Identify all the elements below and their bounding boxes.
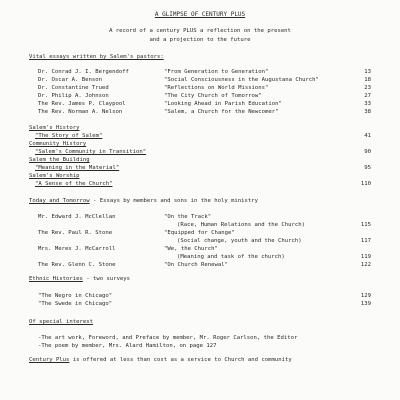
essay-title: "The City Church of Tomorrow" [164, 93, 262, 99]
essay-title: "Salem, a Church for the Newcomer" [164, 109, 279, 115]
ethnic-heading [29, 277, 130, 283]
footer-highlight: Century Plus [29, 357, 70, 363]
essay-title: "Social Consciousness in the Augustana Church" [164, 77, 319, 83]
member-essay-subtitle: (Social change, youth and the Church) [177, 238, 302, 244]
history-title: "The Story of Salem" [35, 133, 103, 139]
subtitle-line: and a projection to the future [149, 37, 251, 43]
essay-page: 13 [364, 69, 371, 75]
document-title: A GLIMPSE OF CENTURY PLUS [154, 11, 246, 18]
essay-author: The Rev. Norman A. Nelson [38, 109, 123, 115]
essay-page: 18 [364, 77, 371, 83]
special-line: -The poem by member, Mrs. Alard Hamilton, on page 127 [38, 343, 217, 349]
special-line: -The art work, Foreword, and Preface by member, Mr. Roger Carlson, the Editor [38, 335, 298, 341]
member-author: The Rev. Glenn C. Stone [38, 262, 116, 268]
ethnic-page: 129 [360, 293, 371, 299]
history-page: 41 [364, 133, 371, 139]
ethnic-heading-desc: - two surveys [82, 276, 131, 282]
vital-essays-heading: Vital essays written by Salem's pastors: [29, 54, 164, 60]
member-essay-title: "We, the Church" [164, 246, 218, 252]
member-author: Mr. Edward J. McClellan [38, 214, 116, 220]
history-page: 110 [360, 181, 371, 187]
essay-title: "Reflections on World Missions" [164, 85, 269, 91]
today-heading-label: Today and Tomorrow [29, 198, 90, 204]
member-author: Mrs. Meres J. McCarroll [38, 246, 116, 252]
essay-title: "Looking Ahead in Parish Education" [164, 101, 282, 107]
member-essay-page: 122 [360, 262, 371, 268]
ethnic-page: 139 [360, 301, 371, 307]
essay-page: 38 [364, 109, 371, 115]
member-essay-page: 117 [360, 238, 371, 244]
essay-author: Dr. Oscar A. Benson [38, 77, 102, 83]
history-title: "Meaning in the Material" [35, 165, 120, 171]
member-essay-title: "Equipped for Change" [164, 230, 235, 236]
essay-title: "From Generation to Generation" [164, 69, 269, 75]
document-subtitle [0, 27, 400, 45]
history-heading: Salem's Worship [29, 173, 80, 179]
history-page: 90 [364, 149, 371, 155]
member-essay-title: "On the Track" [164, 214, 212, 220]
history-heading: Community History [29, 141, 87, 147]
history-page: 95 [364, 165, 371, 171]
ethnic-title: "The Negro in Chicago" [38, 293, 113, 299]
essay-author: Dr. Conrad J. I. Bergendoff [38, 69, 129, 75]
history-title: "A Sense of the Church" [35, 181, 113, 187]
ethnic-heading-label: Ethnic Histories [29, 276, 83, 282]
subtitle-line: A record of a century PLUS a reflection on the present [109, 28, 291, 34]
today-heading [29, 199, 258, 205]
essay-page: 27 [364, 93, 371, 99]
special-heading: Of special interest [29, 319, 93, 325]
member-essay-title: "On Church Renewal" [164, 262, 228, 268]
essay-page: 23 [364, 85, 371, 91]
footer-text: is offered at less than cost as a service to Church and community [69, 357, 292, 363]
essay-author: The Rev. James P. Claypool [38, 101, 126, 107]
history-heading: Salem's History [29, 125, 80, 131]
ethnic-title: "The Swede in Chicago" [38, 301, 113, 307]
member-essay-page: 115 [360, 222, 371, 228]
member-author: The Rev. Paul R. Stone [38, 230, 113, 236]
essay-author: Dr. Constantine Trued [38, 85, 109, 91]
history-title: "Salem's Community in Transition" [35, 149, 147, 155]
member-essay-page: 119 [360, 254, 371, 260]
today-heading-desc: - Essays by members and sons in the holy ministry [89, 198, 259, 204]
footer-note [29, 358, 292, 364]
member-essay-subtitle: (Meaning and task of the church) [177, 254, 285, 260]
history-heading: Salem the Building [29, 157, 90, 163]
essay-page: 33 [364, 101, 371, 107]
member-essay-subtitle: (Race, Human Relations and the Church) [177, 222, 305, 228]
essay-author: Dr. Philip A. Johnson [38, 93, 109, 99]
